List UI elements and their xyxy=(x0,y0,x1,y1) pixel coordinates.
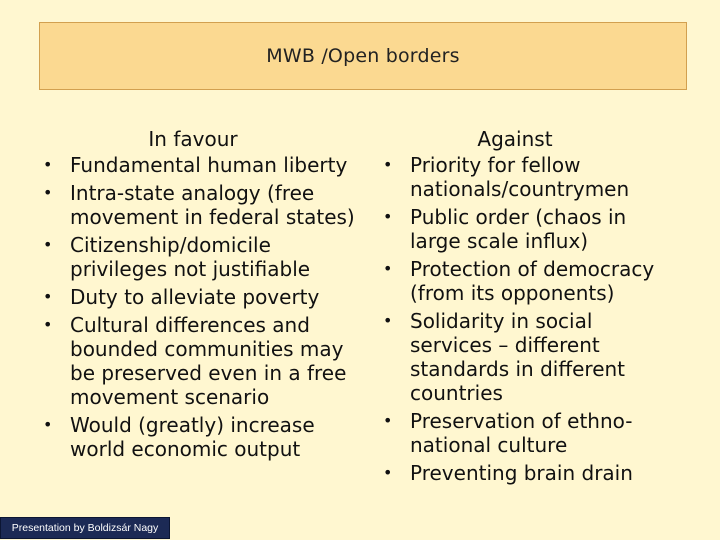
list-item-text: Public order (chaos in large scale influx) xyxy=(410,205,627,253)
bullet-icon: • xyxy=(43,315,53,334)
footer-credit-box xyxy=(0,517,170,539)
bullet-icon: • xyxy=(43,287,53,306)
title-box xyxy=(39,22,687,90)
list-item xyxy=(40,181,360,229)
list-item-text: Preventing brain drain xyxy=(410,461,633,485)
in-favour-column xyxy=(40,127,360,465)
list-item xyxy=(380,309,680,405)
list-item-text: Protection of democracy (from its opponents) xyxy=(410,257,655,305)
bullet-icon: • xyxy=(43,155,53,174)
list-item xyxy=(380,409,680,457)
against-list xyxy=(380,153,680,485)
against-heading: Against xyxy=(477,127,553,151)
list-item-text: Cultural differences and bounded communities may be preserved even in a free movement scenario xyxy=(70,313,347,409)
bullet-icon: • xyxy=(383,155,393,174)
bullet-icon: • xyxy=(43,235,53,254)
slide-title: MWB /Open borders xyxy=(266,45,460,67)
list-item-text: Priority for fellow nationals/countrymen xyxy=(410,153,630,201)
bullet-icon: • xyxy=(43,415,53,434)
bullet-icon: • xyxy=(43,183,53,202)
list-item-text: Duty to alleviate poverty xyxy=(70,285,320,309)
list-item-text: Preservation of ethno-national culture xyxy=(410,409,633,457)
bullet-icon: • xyxy=(383,207,393,226)
list-item xyxy=(40,285,360,309)
list-item xyxy=(380,461,680,485)
list-item-text: Citizenship/domicile privileges not justifiable xyxy=(70,233,311,281)
bullet-icon: • xyxy=(383,463,393,482)
footer-credit: Presentation by Boldizsár Nagy xyxy=(11,522,159,534)
list-item xyxy=(380,153,680,201)
in-favour-heading: In favour xyxy=(148,127,238,151)
list-item-text: Solidarity in social services – different standards in different countries xyxy=(410,309,626,405)
list-item xyxy=(40,413,360,461)
in-favour-list xyxy=(40,153,360,461)
bullet-icon: • xyxy=(383,311,393,330)
list-item-text: Intra-state analogy (free movement in federal states) xyxy=(70,181,355,229)
list-item-text: Would (greatly) increase world economic output xyxy=(70,413,315,461)
list-item-text: Fundamental human liberty xyxy=(70,153,348,177)
list-item xyxy=(380,257,680,305)
list-item xyxy=(40,313,360,409)
bullet-icon: • xyxy=(383,411,393,430)
list-item xyxy=(380,205,680,253)
against-column xyxy=(380,127,680,489)
list-item xyxy=(40,153,360,177)
bullet-icon: • xyxy=(383,259,393,278)
list-item xyxy=(40,233,360,281)
